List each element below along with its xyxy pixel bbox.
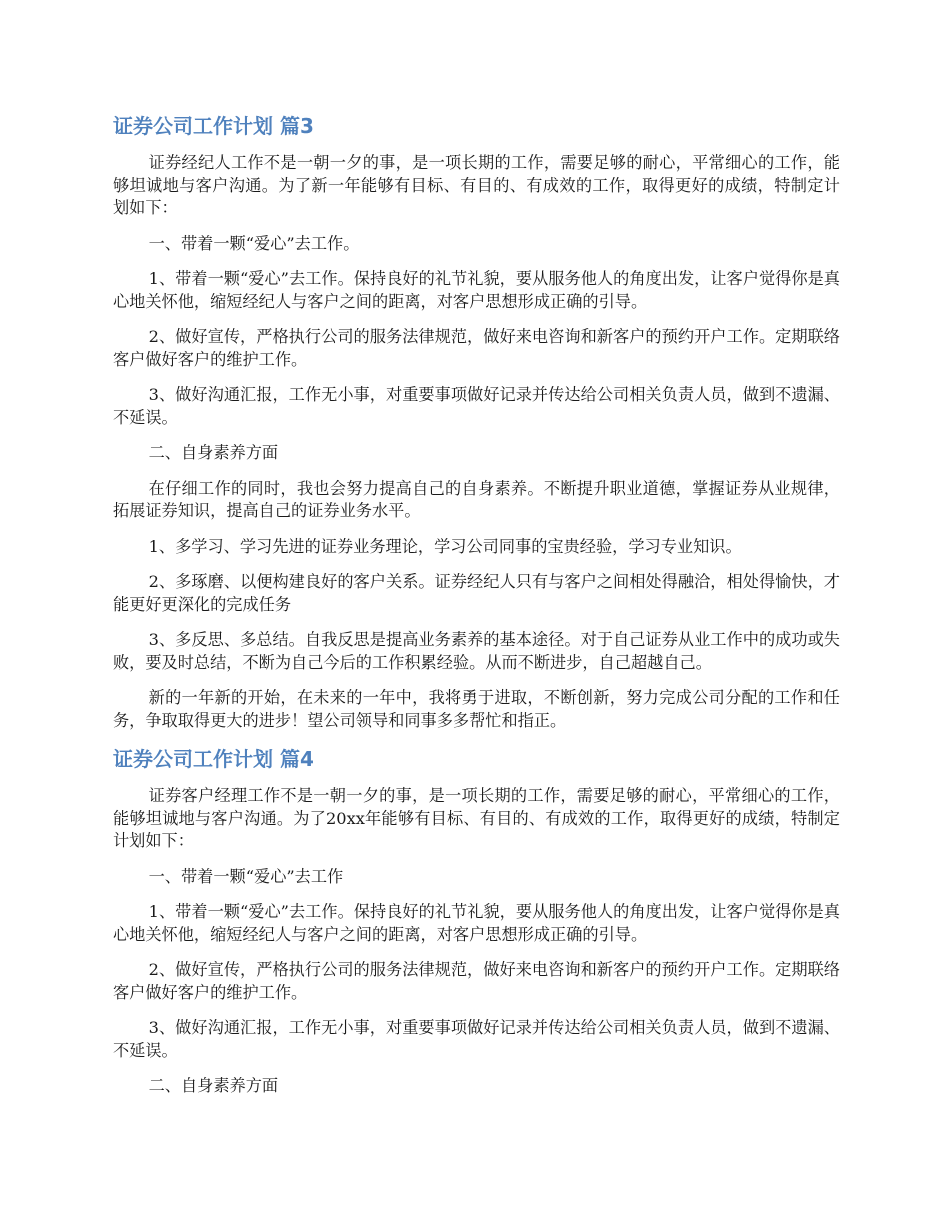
paragraph: 1、带着一颗“爱心”去工作。保持良好的礼节礼貌，要从服务他人的角度出发，让客户觉得你是真心地关怀他，缩短经纪人与客户之间的距离，对客户思想形成正确的引导。: [113, 269, 840, 311]
paragraph: 一、带着一颗“爱心”去工作: [148, 866, 344, 886]
paragraph: 3、做好沟通汇报，工作无小事，对重要事项做好记录并传达给公司相关负责人员，做到不遗漏、不延误。: [113, 1018, 840, 1060]
paragraph: 2、做好宣传，严格执行公司的服务法律规范，做好来电咨询和新客户的预约开户工作。定期联络客户做好客户的维护工作。: [113, 327, 840, 369]
section-title: 证券公司工作计划 篇4: [113, 747, 314, 771]
document-body: [113, 112, 840, 1111]
paragraph: 证券经纪人工作不是一朝一夕的事，是一项长期的工作，需要足够的耐心，平常细心的工作，能够坦诚地与客户沟通。为了新一年能够有目标、有目的、有成效的工作，取得更好的成绩，特制定计划如下：: [113, 153, 840, 217]
paragraph: 3、多反思、多总结。自我反思是提高业务素养的基本途径。对于自己证券从业工作中的成功或失败，要及时总结，不断为自己今后的工作积累经验。从而不断进步，自己超越自己。: [113, 630, 840, 672]
paragraph: 在仔细工作的同时，我也会努力提高自己的自身素养。不断提升职业道德，掌握证券从业规律，拓展证券知识，提高自己的证券业务水平。: [113, 478, 840, 520]
paragraph: 证券客户经理工作不是一朝一夕的事，是一项长期的工作，需要足够的耐心，平常细心的工作，能够坦诚地与客户沟通。为了20xx年能够有目标、有目的、有成效的工作，取得更好的成绩，特制定计划如下：: [113, 786, 840, 850]
section-3: [113, 112, 840, 732]
section-4: [113, 745, 840, 1098]
paragraph: 一、带着一颗“爱心”去工作。: [148, 233, 360, 253]
paragraph: 新的一年新的开始，在未来的一年中，我将勇于进取，不断创新，努力完成公司分配的工作和任务，争取取得更大的进步！望公司领导和同事多多帮忙和指正。: [113, 688, 840, 730]
paragraph: 2、做好宣传，严格执行公司的服务法律规范，做好来电咨询和新客户的预约开户工作。定期联络客户做好客户的维护工作。: [113, 960, 840, 1002]
section-title: 证券公司工作计划 篇3: [113, 114, 314, 138]
paragraph: 1、多学习、学习先进的证券业务理论，学习公司同事的宝贵经验，学习专业知识。: [148, 536, 742, 556]
paragraph: 二、自身素养方面: [148, 443, 279, 462]
paragraph: 2、多琢磨、以便构建良好的客户关系。证券经纪人只有与客户之间相处得融洽，相处得愉快，才能更好更深化的完成任务: [113, 572, 840, 614]
paragraph: 二、自身素养方面: [148, 1076, 279, 1095]
paragraph: 1、带着一颗“爱心”去工作。保持良好的礼节礼貌，要从服务他人的角度出发，让客户觉得你是真心地关怀他，缩短经纪人与客户之间的距离，对客户思想形成正确的引导。: [113, 902, 840, 944]
paragraph: 3、做好沟通汇报，工作无小事，对重要事项做好记录并传达给公司相关负责人员，做到不遗漏、不延误。: [113, 385, 840, 427]
